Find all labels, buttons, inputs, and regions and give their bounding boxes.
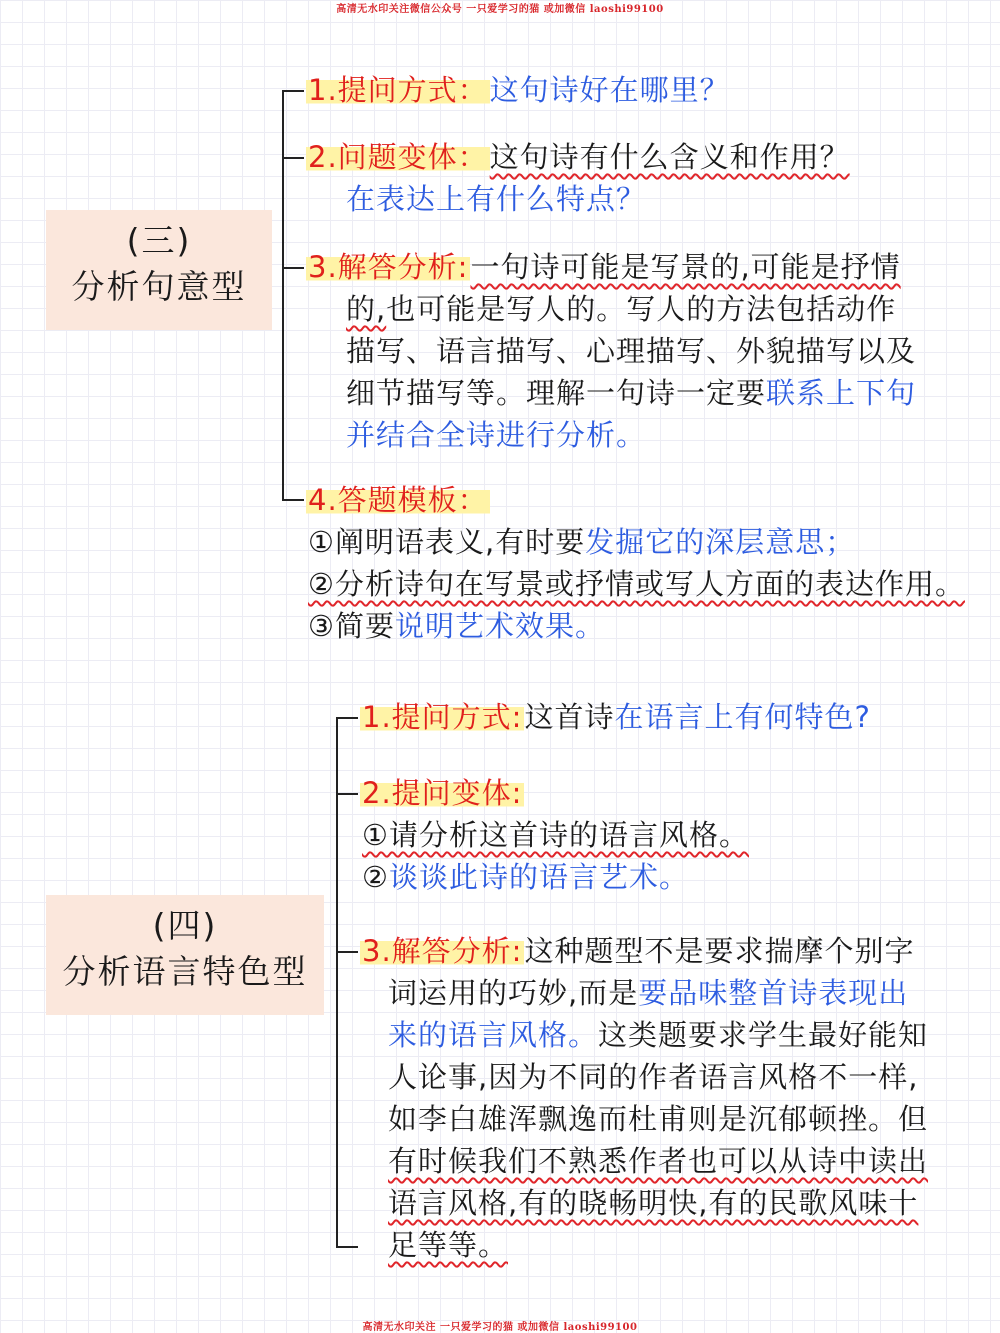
item-text-cont: 描写、语言描写、心理描写、外貌描写以及	[346, 334, 917, 368]
item-question-form	[360, 696, 871, 738]
bracket-tick	[336, 1246, 358, 1248]
item-text-cont: 语言风格,有的晓畅明快,有的民歌风味十	[388, 1186, 919, 1220]
item-label: 1.提问方式：	[308, 73, 488, 107]
text-run: 来的语言风格。	[388, 1018, 599, 1052]
item-question-variant	[360, 772, 524, 814]
item-text: 在语言上有何特色?	[614, 700, 871, 734]
item-label: 2.问题变体：	[308, 140, 488, 174]
bracket-tick	[336, 717, 358, 719]
text-run: 谈谈此诗的语言艺术。	[389, 860, 690, 894]
item-text: 这首诗	[524, 700, 615, 734]
bracket-tick	[282, 499, 304, 501]
topic-box-section3	[46, 210, 272, 330]
item-label: 2.提问变体:	[362, 776, 523, 810]
topic-name: 分析语言特色型	[62, 952, 308, 991]
item-question-variant	[306, 136, 850, 178]
text-run: 联系上下句	[766, 376, 917, 410]
text-run: 细节描写等。理解一句诗一定要	[346, 376, 767, 410]
text-run: 也可能是写人的。写人的方法包括动作	[386, 292, 897, 326]
item-text: 这种题型不是要求揣摩个别字	[524, 934, 915, 968]
bracket-tick	[282, 90, 304, 92]
topic-name: 分析句意型	[71, 267, 247, 306]
item-text-cont	[346, 288, 896, 330]
watermark-top: 高清无水印关注微信公众号 一只爱学习的猫 或加微信 laoshi99100	[336, 4, 664, 15]
text-run: ③简要	[308, 609, 395, 643]
text-run: 发掘它的深层意思；	[585, 525, 856, 559]
item-question-form	[306, 69, 730, 111]
bracket-tick	[336, 793, 358, 795]
variant-2	[362, 856, 689, 898]
text-run: 要品味整首诗表现出	[638, 976, 909, 1010]
topic-number: (三)	[126, 221, 192, 260]
text-run: ①阐明语表义,有时要	[308, 525, 586, 559]
item-text-cont: 如李白雄浑飘逸而杜甫则是沉郁顿挫。但	[388, 1102, 929, 1136]
item-text: 这句诗好在哪里？	[489, 73, 730, 107]
template-step-1	[308, 521, 855, 563]
item-text-cont	[388, 1014, 928, 1056]
item-answer-template	[306, 479, 490, 521]
bracket-line	[282, 90, 284, 500]
item-answer-analysis	[306, 246, 901, 288]
bracket-tick	[282, 267, 304, 269]
text-run: 的,	[346, 292, 387, 326]
topic-box-section4	[46, 895, 324, 1015]
bracket-line	[336, 717, 338, 1247]
item-text-cont: 足等等。	[388, 1228, 509, 1262]
watermark-bottom: 高清无水印关注 一只爱学习的猫 或加微信 laoshi99100	[362, 1322, 638, 1333]
item-text-cont: 并结合全诗进行分析。	[346, 418, 647, 452]
variant-1: ①请分析这首诗的语言风格。	[362, 818, 749, 852]
bracket-tick	[282, 157, 304, 159]
template-step-2: ②分析诗句在写景或抒情或写人方面的表达作用。	[308, 567, 965, 601]
item-text: 这句诗有什么含义和作用？	[489, 140, 850, 174]
item-label: 3.解答分析:	[362, 934, 523, 968]
template-step-3	[308, 605, 605, 647]
item-label: 4.答题模板：	[308, 483, 488, 517]
item-text-cont: 有时候我们不熟悉作者也可以从诗中读出	[388, 1144, 929, 1178]
item-label: 1.提问方式:	[362, 700, 523, 734]
item-answer-analysis	[360, 930, 914, 972]
item-label: 3.解答分析:	[308, 250, 469, 284]
text-run: 这类题要求学生最好能知	[598, 1018, 929, 1052]
topic-number: (四)	[152, 906, 218, 945]
text-run: 说明艺术效果。	[395, 609, 606, 643]
item-text-cont: 在表达上有什么特点？	[346, 182, 647, 216]
item-text-cont	[388, 972, 908, 1014]
bracket-tick	[336, 951, 358, 953]
text-run: 词运用的巧妙,而是	[388, 976, 639, 1010]
item-text: 一句诗可能是写景的,可能是抒情	[470, 250, 901, 284]
text-run: ②	[362, 860, 389, 894]
item-text-cont: 人论事,因为不同的作者语言风格不一样,	[388, 1060, 919, 1094]
item-text-cont	[346, 372, 916, 414]
